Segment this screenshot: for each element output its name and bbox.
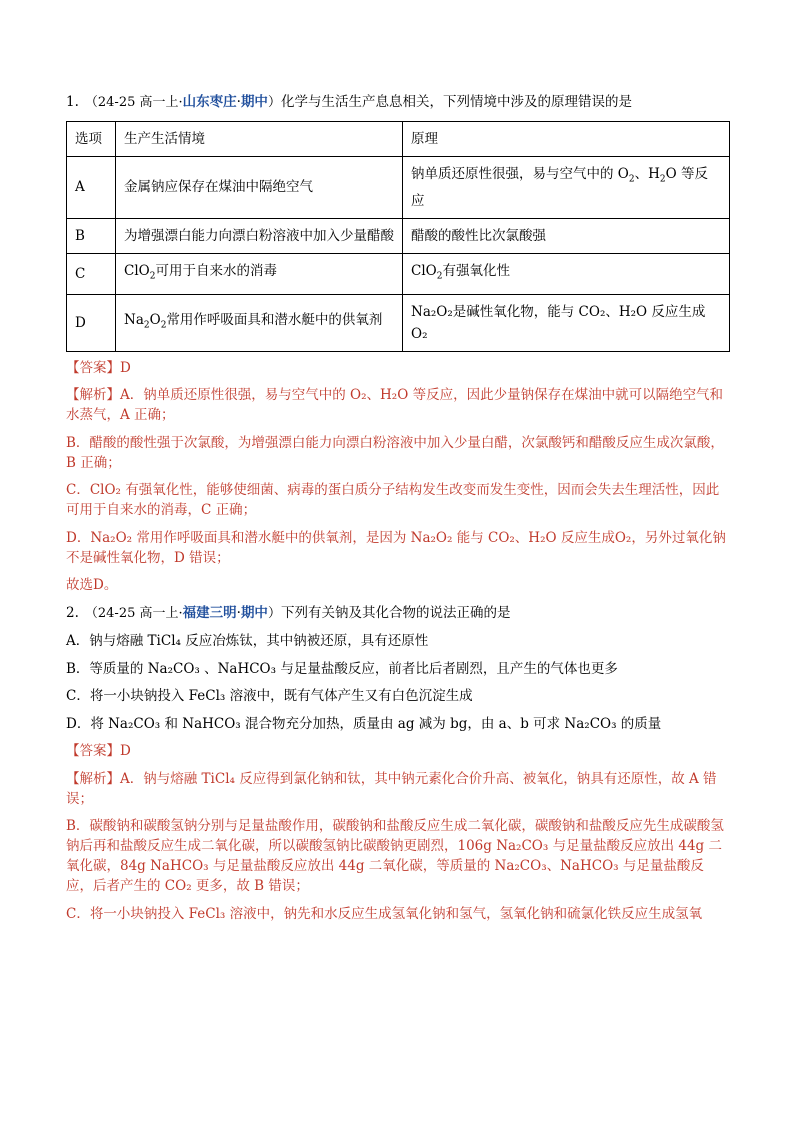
subscript: 2 — [659, 174, 666, 185]
table-row — [67, 156, 730, 219]
subscript: 2 — [628, 174, 635, 185]
scene-text: Na — [124, 312, 144, 329]
row-option: A — [67, 156, 116, 219]
row-principle: Na₂O₂是碱性氧化物，能与 CO₂、H₂O 反应生成 O₂ — [403, 294, 730, 351]
table-row — [67, 254, 730, 295]
analysis-paragraph: C．ClO₂ 有强氧化性，能够使细菌、病毒的蛋白质分子结构发生改变而发生变性，因而会失去生理活性，因此可用于自来水的消毒，C 正确； — [66, 482, 720, 519]
row-option: C — [67, 254, 116, 295]
source-place: 山东枣庄 — [182, 94, 237, 110]
header-option: 选项 — [67, 121, 116, 156]
source-exam: 期中 — [240, 94, 268, 110]
subscript: 2 — [436, 271, 443, 282]
row-principle: 醋酸的酸性比次氯酸强 — [403, 219, 730, 254]
principle-text: 有强氧化性 — [442, 263, 510, 280]
question-number: 2. — [66, 604, 79, 621]
table-header-row — [67, 121, 730, 156]
table-row — [67, 294, 730, 351]
scene-text: 常用作呼吸面具和潜水艇中的供氧剂 — [166, 312, 383, 329]
row-scene: 金属钠应保存在煤油中隔绝空气 — [116, 156, 403, 219]
analysis-paragraph: B．醋酸的酸性强于次氯酸，为增强漂白能力向漂白粉溶液中加入少量白醋，次氯酸钙和醋酸反应生成次氯酸，B 正确； — [66, 434, 724, 471]
question-text: 下列有关钠及其化合物的说法正确的是 — [280, 604, 511, 621]
scene-text: O — [149, 312, 161, 329]
option-a: A．钠与熔融 TiCl₄ 反应冶炼钛，其中钠被还原，具有还原性 — [66, 633, 429, 650]
option-c: C．将一小块钠投入 FeCl₃ 溶液中，既有气体产生又有白色沉淀生成 — [66, 688, 473, 705]
question-number: 1. — [66, 94, 79, 110]
row-principle — [403, 156, 730, 219]
source-prefix: （24-25 高一上· — [84, 95, 183, 110]
source-prefix: （24-25 高一上· — [84, 605, 183, 621]
header-principle: 原理 — [403, 121, 730, 156]
document-page — [66, 92, 730, 931]
header-scene: 生产生活情境 — [116, 121, 403, 156]
analysis-paragraph: 故选D。 — [66, 577, 118, 594]
table-row — [67, 219, 730, 254]
analysis-paragraph: 【解析】A．钠与熔融 TiCl₄ 反应得到氯化钠和钛，其中钠元素化合价升高、被氧化，钠具有还原性，故 A 错误； — [66, 770, 717, 807]
analysis-paragraph: 【解析】A．钠单质还原性很强，易与空气中的 O₂、H₂O 等反应，因此少量钠保存在煤油中就可以隔绝空气和水蒸气，A 正确； — [66, 387, 724, 424]
row-option: D — [67, 294, 116, 351]
analysis-paragraph: C．将一小块钠投入 FeCl₃ 溶液中，钠先和水反应生成氢氧化钠和氢气，氢氧化钠和硫氯化铁反应生成氢氧 — [66, 905, 703, 922]
principle-text: ClO — [411, 263, 437, 280]
principle-text: O 等反应 — [411, 165, 708, 210]
subscript: 2 — [160, 320, 167, 331]
option-b: B．等质量的 Na₂CO₃ 、NaHCO₃ 与足量盐酸反应，前者比后者剧烈，且产生的气体也更多 — [66, 660, 618, 677]
row-scene — [116, 254, 403, 295]
option-d: D．将 Na₂CO₃ 和 NaHCO₃ 混合物充分加热，质量由 ag 减为 bg，由 a、b 可求 Na₂CO₃ 的质量 — [66, 715, 662, 732]
subscript: 2 — [143, 320, 150, 331]
row-principle — [403, 254, 730, 295]
row-option: B — [67, 219, 116, 254]
source-dot: · — [236, 94, 241, 110]
source-place: 福建三明 — [182, 604, 237, 621]
question-2-stem — [66, 603, 730, 624]
row-scene: 为增强漂白能力向漂白粉溶液中加入少量醋酸 — [116, 219, 403, 254]
source-exam: 期中 — [240, 604, 268, 621]
source-suffix: ） — [267, 95, 281, 110]
principle-text: 钠单质还原性很强，易与空气中的 O — [411, 165, 629, 182]
row-scene — [116, 294, 403, 351]
question-text: 化学与生活生产息息相关，下列情境中涉及的原理错误的是 — [280, 94, 632, 110]
source-dot: · — [236, 604, 241, 621]
principle-text: 、H — [634, 165, 660, 182]
options-table — [66, 121, 730, 352]
scene-text: ClO — [124, 263, 150, 280]
analysis-paragraph: D．Na₂O₂ 常用作呼吸面具和潜水艇中的供氧剂，是因为 Na₂O₂ 能与 CO₂、H₂O 反应生成O₂，另外过氧化钠不是碱性氧化物，D 错误； — [66, 529, 726, 566]
answer-label: 【答案】D — [66, 359, 131, 376]
scene-text: 可用于自来水的消毒 — [155, 263, 277, 280]
analysis-paragraph: B．碳酸钠和碳酸氢钠分别与足量盐酸作用，碳酸钠和盐酸反应生成二氧化碳，碳酸钠和盐酸反应先生成碳酸氢钠后再和盐酸反应生成二氧化碳，所以碳酸氢钠比碳酸钠更剧烈，106g Na₂CO₃ 与足量盐酸反应放出 44g 二氧化碳，84g NaHCO₃ 与足量盐酸反应放出 44g 二氧化碳，等质量的 Na₂CO₃、NaHCO₃ 与足量盐酸反应，后者产生的 CO₂ 更多，故 B 错误； — [66, 818, 724, 895]
subscript: 2 — [149, 271, 156, 282]
source-suffix: ） — [267, 605, 281, 621]
answer-label: 【答案】D — [66, 743, 131, 760]
question-1-stem — [66, 92, 730, 113]
